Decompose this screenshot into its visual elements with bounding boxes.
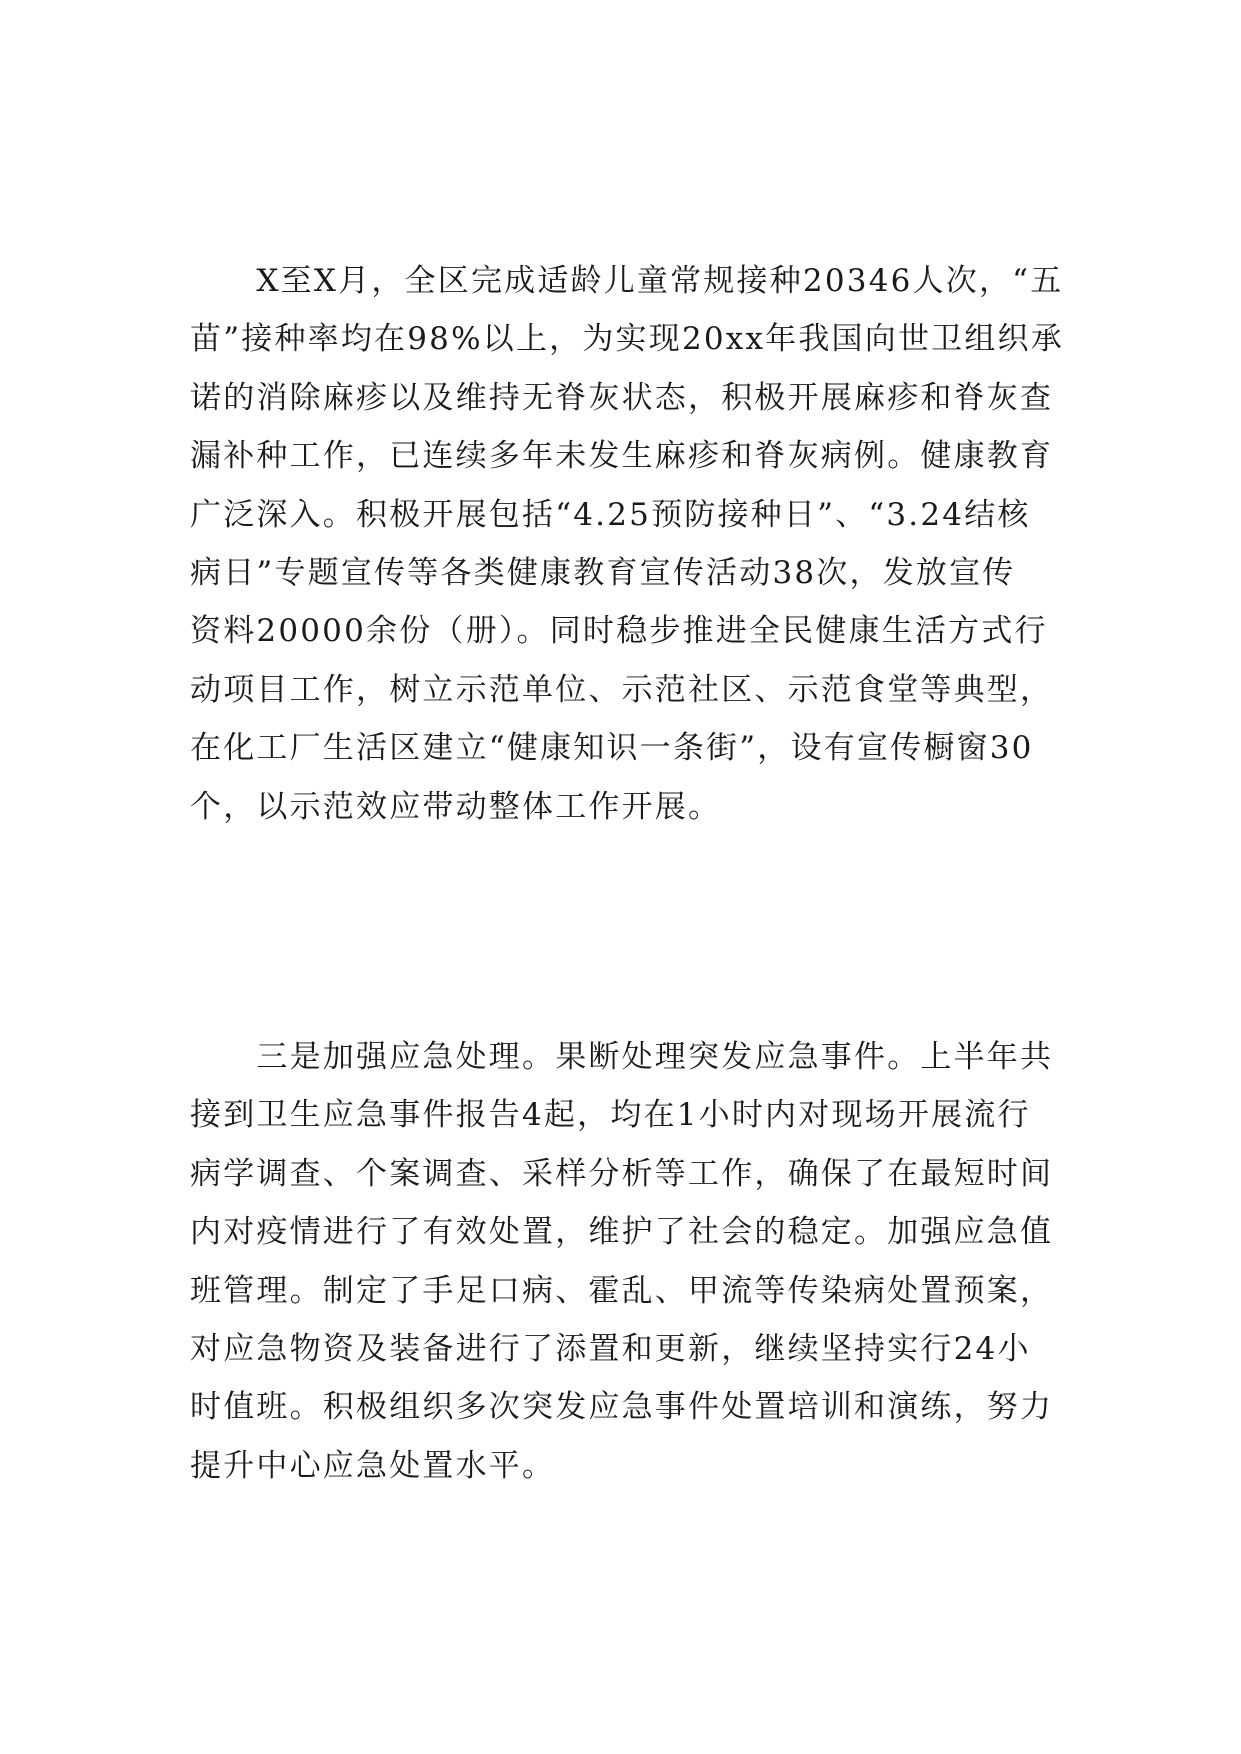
paragraph-line: 病日”专题宣传等各类健康教育宣传活动38次，发放宣传 xyxy=(190,554,1016,591)
paragraph-vaccination-health-education xyxy=(190,252,1090,836)
paragraph-line: 个，以示范效应带动整体工作开展。 xyxy=(190,788,722,825)
paragraph-line: 接到卫生应急事件报告4起，均在1小时内对现场开展流行 xyxy=(190,1097,1031,1134)
paragraph-line: 广泛深入。积极开展包括“4.25预防接种日”、“3.24结核 xyxy=(190,496,1031,533)
paragraph-line: 时值班。积极组织多次突发应急事件处置培训和演练，努力 xyxy=(190,1389,1054,1426)
paragraph-line: 漏补种工作，已连续多年未发生麻疹和脊灰病例。健康教育 xyxy=(190,438,1054,475)
paragraph-line: 病学调查、个案调查、采样分析等工作，确保了在最短时间 xyxy=(190,1155,1054,1192)
paragraph-emergency-response xyxy=(190,1028,1090,1495)
paragraph-line: 在化工厂生活区建立“健康知识一条街”，设有宣传橱窗30 xyxy=(190,730,1034,767)
paragraph-line: 内对疫情进行了有效处置，维护了社会的稳定。加强应急值 xyxy=(190,1214,1054,1251)
paragraph-line: 动项目工作，树立示范单位、示范社区、示范食堂等典型， xyxy=(190,671,1054,708)
paragraph-line: 对应急物资及装备进行了添置和更新，继续坚持实行24小 xyxy=(190,1330,1031,1367)
paragraph-line: 三是加强应急处理。果断处理突发应急事件。上半年共 xyxy=(190,1039,1054,1075)
paragraph-line: X至X月，全区完成适龄儿童常规接种20346人次，“五 xyxy=(190,263,1064,299)
paragraph-line: 诺的消除麻疹以及维持无脊灰状态，积极开展麻疹和脊灰查 xyxy=(190,379,1054,416)
paragraph-line: 班管理。制定了手足口病、霍乱、甲流等传染病处置预案， xyxy=(190,1272,1054,1309)
paragraph-line: 提升中心应急处置水平。 xyxy=(190,1447,556,1484)
paragraph-line: 资料20000余份（册）。同时稳步推进全民健康生活方式行 xyxy=(190,613,1048,650)
paragraph-line: 苗”接种率均在98%以上，为实现20xx年我国向世卫组织承 xyxy=(190,321,1064,358)
